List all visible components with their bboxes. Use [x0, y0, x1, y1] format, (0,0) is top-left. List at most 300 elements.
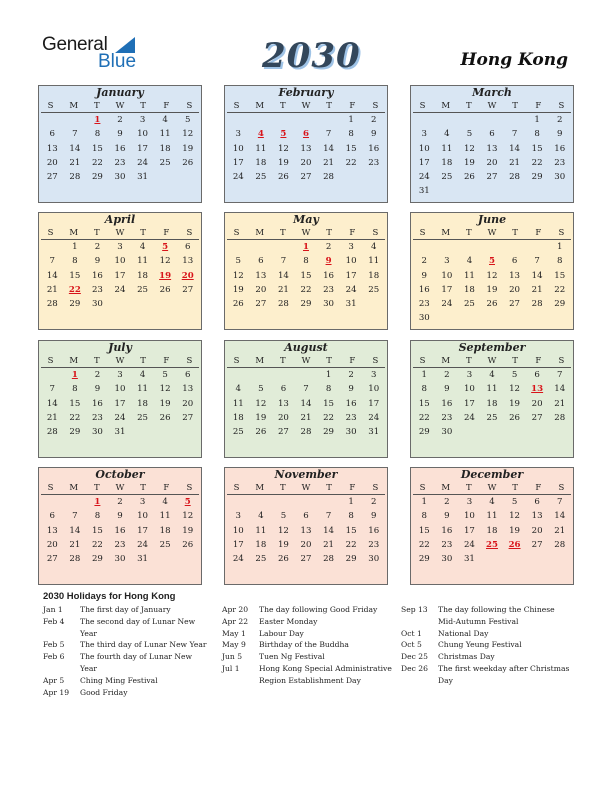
- day-cell: 20: [182, 398, 194, 409]
- day-cell: 10: [463, 511, 475, 522]
- day-cell: 1: [421, 497, 428, 507]
- day-cell: 7: [556, 370, 563, 380]
- day-cell: 7: [511, 129, 518, 140]
- empty-day-cell: [458, 113, 481, 127]
- empty-day-cell: [41, 368, 64, 382]
- day-cell: 23: [91, 284, 103, 295]
- month-name: August: [284, 341, 328, 354]
- holiday-day-cell: 5: [162, 242, 169, 252]
- day-cell: 18: [486, 398, 498, 409]
- day-cell: 23: [91, 412, 103, 423]
- day-cell: 10: [137, 129, 149, 140]
- holiday-item: [43, 639, 211, 651]
- weekday-label: W: [487, 483, 497, 493]
- day-cell: 10: [463, 384, 475, 395]
- day-cell: 24: [137, 539, 149, 550]
- day-cell: 29: [91, 172, 103, 183]
- day-grid: [413, 112, 571, 199]
- holiday-name: Christmas Day: [438, 652, 495, 662]
- month-october: [38, 467, 202, 585]
- day-cell: 15: [69, 398, 81, 409]
- holiday-item: [401, 639, 573, 651]
- day-cell: 26: [182, 157, 194, 168]
- day-cell: 7: [72, 511, 78, 522]
- day-cell: 3: [466, 370, 473, 380]
- weekday-label: M: [441, 101, 451, 111]
- day-cell: 16: [91, 398, 103, 409]
- day-cell: 15: [531, 143, 543, 154]
- day-cell: 14: [277, 270, 289, 281]
- day-cell: 14: [509, 143, 521, 154]
- day-cell: 28: [554, 539, 566, 550]
- weekday-label: M: [255, 228, 265, 238]
- day-cell: 24: [463, 539, 475, 550]
- day-cell: 4: [139, 370, 146, 380]
- day-cell: 15: [554, 270, 566, 281]
- day-cell: 28: [46, 427, 58, 438]
- weekday-label: T: [280, 228, 286, 238]
- day-cell: 31: [345, 299, 357, 310]
- day-cell: 31: [137, 172, 149, 183]
- month-february: [224, 85, 388, 203]
- day-cell: 7: [72, 129, 78, 140]
- weekday-header: [39, 100, 201, 112]
- day-cell: 24: [232, 554, 244, 565]
- holiday-date: Feb 4: [43, 616, 65, 626]
- empty-day-cell: [272, 368, 295, 382]
- day-cell: 6: [511, 256, 518, 267]
- day-cell: 12: [182, 129, 194, 140]
- weekday-label: T: [140, 356, 146, 366]
- day-cell: 13: [300, 525, 312, 536]
- day-cell: 24: [114, 284, 126, 295]
- day-cell: 30: [114, 172, 126, 183]
- weekday-label: S: [47, 356, 54, 366]
- day-cell: 6: [49, 129, 56, 140]
- day-cell: 30: [323, 299, 335, 310]
- holiday-column: [222, 604, 394, 687]
- day-cell: 21: [46, 284, 58, 295]
- day-cell: 18: [486, 525, 498, 536]
- month-may: [224, 212, 388, 330]
- day-cell: 10: [345, 256, 357, 267]
- day-cell: 2: [348, 370, 354, 380]
- day-cell: 16: [323, 270, 335, 281]
- weekday-label: S: [372, 228, 379, 238]
- day-cell: 16: [441, 525, 453, 536]
- weekday-header: [225, 227, 387, 239]
- holiday-day-cell: 5: [489, 256, 495, 267]
- weekday-label: M: [255, 101, 265, 111]
- day-cell: 29: [418, 427, 430, 438]
- day-cell: 19: [232, 284, 244, 295]
- day-cell: 16: [554, 143, 566, 154]
- day-cell: 9: [117, 511, 123, 522]
- empty-day-cell: [317, 113, 340, 127]
- day-cell: 22: [345, 157, 357, 168]
- holiday-name: Birthday of the Buddha: [259, 640, 349, 650]
- day-cell: 25: [463, 299, 475, 310]
- day-cell: 25: [159, 539, 171, 550]
- day-cell: 13: [182, 384, 194, 395]
- empty-day-cell: [250, 495, 273, 509]
- day-cell: 7: [556, 497, 563, 507]
- weekday-label: W: [487, 356, 497, 366]
- day-cell: 4: [489, 370, 495, 380]
- holiday-name: Easter Monday: [259, 616, 318, 626]
- day-cell: 14: [323, 525, 335, 536]
- day-grid: [227, 367, 385, 439]
- day-cell: 4: [444, 129, 450, 140]
- empty-day-cell: [503, 113, 526, 127]
- weekday-label: S: [419, 483, 426, 493]
- empty-day-cell: [295, 495, 318, 509]
- holiday-item: [43, 604, 211, 616]
- month-name: December: [460, 468, 524, 481]
- day-cell: 28: [46, 299, 58, 310]
- day-cell: 25: [486, 412, 498, 423]
- holidays-title: 2030 Holidays for Hong Kong: [43, 591, 176, 602]
- weekday-label: S: [372, 356, 379, 366]
- empty-day-cell: [64, 113, 87, 127]
- day-cell: 26: [255, 427, 267, 438]
- day-cell: 5: [162, 370, 168, 380]
- month-july: [38, 340, 202, 458]
- weekday-label: T: [280, 356, 286, 366]
- weekday-label: F: [163, 228, 170, 238]
- day-cell: 17: [137, 525, 149, 536]
- day-cell: 11: [463, 270, 475, 281]
- day-cell: 27: [277, 427, 289, 438]
- day-cell: 18: [137, 398, 149, 409]
- day-cell: 10: [114, 384, 126, 395]
- day-cell: 8: [325, 384, 332, 395]
- day-cell: 28: [69, 554, 81, 565]
- day-cell: 13: [486, 143, 498, 154]
- day-cell: 17: [418, 157, 430, 168]
- weekday-label: S: [47, 101, 54, 111]
- logo: [42, 34, 142, 74]
- day-cell: 20: [300, 157, 312, 168]
- day-cell: 14: [531, 270, 543, 281]
- day-cell: 20: [486, 157, 498, 168]
- holiday-name: Chung Yeung Festival: [438, 640, 522, 650]
- weekday-header: [411, 227, 573, 239]
- day-cell: 31: [137, 554, 149, 565]
- day-grid: [227, 239, 385, 311]
- weekday-label: W: [115, 483, 125, 493]
- day-cell: 9: [94, 384, 101, 395]
- day-cell: 18: [463, 284, 475, 295]
- day-cell: 23: [345, 412, 357, 423]
- day-cell: 3: [139, 115, 146, 125]
- day-cell: 25: [137, 412, 149, 423]
- day-cell: 12: [509, 384, 521, 395]
- weekday-header: [39, 482, 201, 494]
- day-cell: 21: [300, 412, 312, 423]
- day-cell: 17: [463, 525, 475, 536]
- day-cell: 23: [418, 299, 430, 310]
- day-cell: 23: [368, 539, 380, 550]
- day-cell: 25: [232, 427, 244, 438]
- empty-day-cell: [41, 495, 64, 509]
- holiday-name: The day following Good Friday: [259, 605, 378, 614]
- day-cell: 26: [277, 554, 289, 565]
- day-cell: 8: [421, 511, 428, 522]
- day-cell: 20: [300, 539, 312, 550]
- day-cell: 13: [300, 143, 312, 154]
- day-cell: 30: [418, 313, 430, 324]
- holiday-date: Dec 26: [401, 663, 428, 673]
- weekday-header: [39, 227, 201, 239]
- holiday-date: Jun 5: [222, 652, 243, 662]
- weekday-label: W: [115, 356, 125, 366]
- day-cell: 7: [49, 256, 56, 267]
- day-cell: 18: [232, 412, 244, 423]
- empty-day-cell: [272, 113, 295, 127]
- day-cell: 29: [69, 299, 81, 310]
- day-cell: 10: [232, 143, 244, 154]
- day-cell: 7: [49, 384, 56, 395]
- day-cell: 2: [370, 115, 377, 125]
- day-grid: [413, 494, 571, 566]
- day-cell: 8: [534, 129, 540, 140]
- weekday-label: W: [301, 356, 311, 366]
- day-cell: 4: [258, 511, 264, 522]
- weekday-label: S: [47, 228, 54, 238]
- day-cell: 23: [554, 157, 566, 168]
- day-cell: 12: [277, 143, 289, 154]
- weekday-header: [411, 482, 573, 494]
- day-cell: 27: [531, 539, 543, 550]
- holiday-date: Jan 1: [43, 605, 63, 614]
- day-cell: 28: [277, 299, 289, 310]
- month-march: [410, 85, 574, 203]
- weekday-label: M: [441, 356, 451, 366]
- day-cell: 21: [323, 539, 335, 550]
- weekday-label: W: [487, 228, 497, 238]
- day-cell: 22: [69, 412, 81, 423]
- weekday-label: T: [280, 483, 286, 493]
- day-cell: 13: [46, 525, 58, 536]
- day-cell: 23: [368, 157, 380, 168]
- day-cell: 4: [370, 242, 377, 252]
- day-cell: 21: [46, 412, 58, 423]
- weekday-label: S: [233, 356, 240, 366]
- day-cell: 1: [348, 115, 354, 125]
- day-cell: 16: [441, 398, 453, 409]
- day-cell: 21: [277, 284, 289, 295]
- day-cell: 12: [232, 270, 244, 281]
- day-cell: 19: [255, 412, 267, 423]
- holiday-day-cell: 5: [280, 129, 287, 140]
- day-cell: 4: [139, 242, 146, 252]
- weekday-label: T: [512, 356, 518, 366]
- day-cell: 11: [255, 143, 267, 154]
- weekday-label: T: [94, 101, 100, 111]
- day-cell: 15: [345, 525, 357, 536]
- day-cell: 15: [418, 525, 430, 536]
- weekday-label: F: [535, 101, 542, 111]
- weekday-label: M: [69, 228, 79, 238]
- weekday-label: S: [372, 483, 379, 493]
- weekday-label: S: [186, 356, 193, 366]
- weekday-label: M: [69, 483, 79, 493]
- day-cell: 26: [159, 284, 171, 295]
- empty-day-cell: [413, 240, 436, 254]
- day-cell: 15: [91, 525, 103, 536]
- day-cell: 27: [255, 299, 267, 310]
- weekday-label: T: [326, 228, 332, 238]
- day-cell: 28: [531, 299, 543, 310]
- day-cell: 14: [69, 525, 81, 536]
- holiday-name: National Day: [438, 628, 489, 638]
- holiday-day-cell: 13: [531, 384, 544, 395]
- holiday-date: Oct 1: [401, 628, 422, 638]
- day-cell: 18: [137, 270, 149, 281]
- day-cell: 18: [255, 157, 267, 168]
- weekday-label: S: [47, 483, 54, 493]
- day-cell: 17: [114, 398, 126, 409]
- day-cell: 17: [232, 157, 244, 168]
- day-cell: 27: [182, 412, 194, 423]
- day-cell: 22: [418, 412, 430, 423]
- day-cell: 20: [277, 412, 289, 423]
- day-cell: 9: [94, 256, 101, 267]
- day-grid: [227, 494, 385, 566]
- month-name: April: [104, 213, 136, 226]
- day-cell: 8: [72, 256, 78, 267]
- country-title: Hong Kong: [460, 50, 568, 70]
- empty-day-cell: [436, 113, 459, 127]
- holiday-name: The first weekday after Christmas Day: [438, 663, 570, 685]
- day-cell: 12: [255, 398, 267, 409]
- day-cell: 10: [232, 525, 244, 536]
- day-cell: 31: [368, 427, 380, 438]
- weekday-header: [225, 100, 387, 112]
- day-cell: 11: [486, 384, 498, 395]
- holiday-name: Labour Day: [259, 628, 304, 638]
- day-cell: 2: [444, 370, 450, 380]
- weekday-label: M: [255, 356, 265, 366]
- day-grid: [227, 112, 385, 184]
- month-name: November: [274, 468, 338, 481]
- day-cell: 5: [184, 115, 191, 125]
- day-cell: 7: [303, 384, 309, 395]
- holiday-day-cell: 20: [181, 270, 194, 281]
- day-cell: 10: [137, 511, 149, 522]
- year-title: 2030: [262, 36, 361, 76]
- day-cell: 1: [534, 115, 540, 125]
- day-cell: 7: [325, 129, 332, 140]
- day-cell: 28: [323, 554, 335, 565]
- day-cell: 28: [509, 172, 521, 183]
- day-cell: 13: [509, 270, 521, 281]
- day-cell: 1: [421, 370, 428, 380]
- empty-day-cell: [227, 368, 250, 382]
- day-grid: [41, 494, 199, 566]
- day-cell: 23: [441, 412, 453, 423]
- day-cell: 25: [255, 172, 267, 183]
- day-cell: 12: [277, 525, 289, 536]
- holiday-date: Feb 5: [43, 640, 65, 650]
- holiday-date: May 1: [222, 628, 246, 638]
- day-cell: 24: [418, 172, 430, 183]
- day-grid: [41, 112, 199, 184]
- day-cell: 29: [418, 554, 430, 565]
- day-cell: 24: [137, 157, 149, 168]
- day-cell: 26: [277, 172, 289, 183]
- day-cell: 28: [323, 172, 335, 183]
- empty-day-cell: [481, 113, 504, 127]
- day-cell: 15: [91, 143, 103, 154]
- day-cell: 8: [72, 384, 78, 395]
- day-cell: 12: [159, 256, 171, 267]
- day-cell: 27: [531, 412, 543, 423]
- day-cell: 16: [91, 270, 103, 281]
- weekday-label: S: [558, 228, 565, 238]
- day-cell: 19: [509, 525, 521, 536]
- weekday-label: T: [466, 228, 472, 238]
- day-cell: 20: [46, 539, 58, 550]
- day-cell: 9: [348, 384, 354, 395]
- holiday-item: [222, 628, 394, 640]
- day-cell: 4: [235, 384, 242, 395]
- holiday-column: [43, 604, 211, 698]
- day-cell: 20: [255, 284, 267, 295]
- holiday-name: The day following the Chinese Mid-Autumn Festival: [438, 605, 555, 626]
- day-cell: 3: [466, 497, 473, 507]
- day-cell: 8: [421, 384, 428, 395]
- month-january: [38, 85, 202, 203]
- day-cell: 17: [463, 398, 475, 409]
- holiday-day-cell: 1: [303, 242, 309, 252]
- day-cell: 13: [277, 398, 289, 409]
- day-cell: 2: [117, 115, 123, 125]
- day-cell: 29: [69, 427, 81, 438]
- day-cell: 24: [368, 412, 380, 423]
- day-cell: 19: [486, 284, 498, 295]
- weekday-label: M: [69, 101, 79, 111]
- day-cell: 16: [114, 143, 126, 154]
- weekday-label: T: [140, 101, 146, 111]
- weekday-label: T: [140, 483, 146, 493]
- day-cell: 11: [255, 525, 267, 536]
- day-cell: 25: [255, 554, 267, 565]
- empty-day-cell: [250, 113, 273, 127]
- day-cell: 26: [232, 299, 244, 310]
- day-cell: 21: [69, 157, 81, 168]
- day-cell: 6: [258, 256, 264, 267]
- day-cell: 21: [69, 539, 81, 550]
- holiday-date: Dec 25: [401, 652, 428, 662]
- holiday-item: [222, 604, 394, 616]
- day-cell: 14: [46, 270, 58, 281]
- day-cell: 30: [441, 427, 453, 438]
- day-cell: 9: [421, 270, 428, 281]
- weekday-label: S: [372, 101, 379, 111]
- day-grid: [413, 367, 571, 439]
- weekday-label: M: [441, 228, 451, 238]
- holiday-name: Ching Ming Festival: [80, 675, 158, 685]
- weekday-label: S: [419, 101, 426, 111]
- day-cell: 1: [348, 497, 354, 507]
- day-cell: 29: [300, 299, 312, 310]
- day-cell: 29: [554, 299, 566, 310]
- holiday-date: Apr 22: [222, 616, 249, 626]
- day-cell: 20: [531, 398, 543, 409]
- day-cell: 27: [509, 299, 521, 310]
